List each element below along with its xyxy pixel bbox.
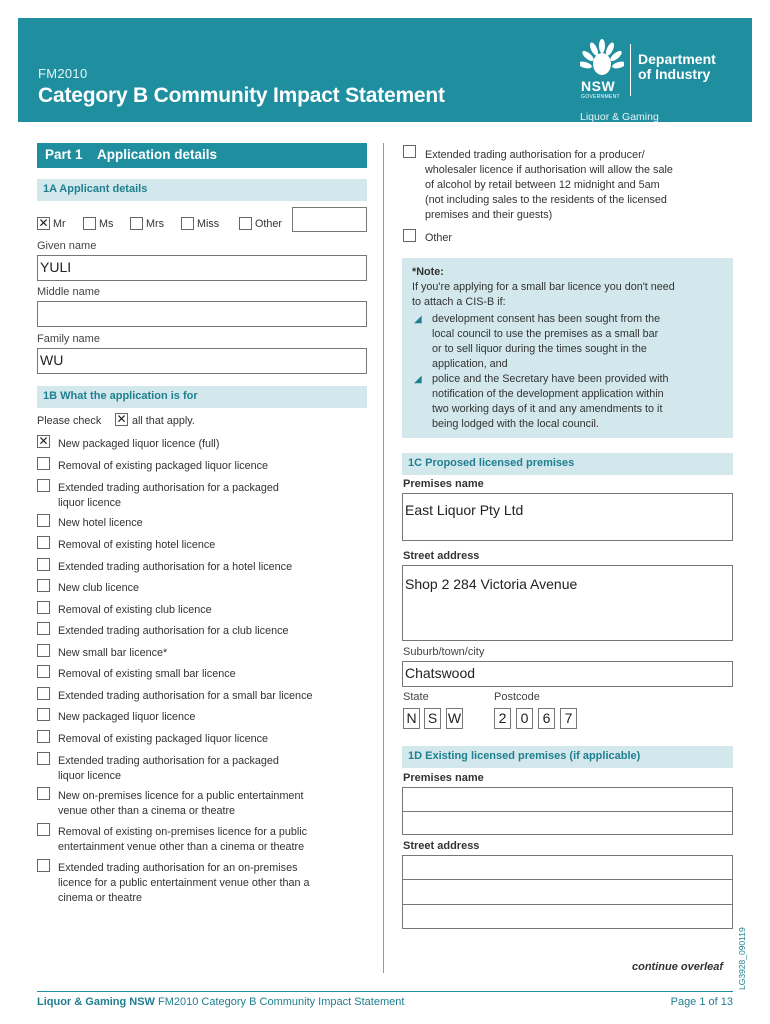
application-type-checkbox[interactable] — [37, 752, 50, 765]
title-ms-label: Ms — [99, 218, 114, 230]
application-type-line: New club licence — [58, 582, 140, 594]
bullet-1-line-2: local council to use the premises as a small bar — [432, 328, 659, 340]
existing-street-label: Street address — [403, 840, 480, 852]
producer-line-1: Extended trading authorisation for a producer/ — [425, 149, 645, 161]
family-name-label: Family name — [37, 333, 100, 345]
application-type-label — [58, 861, 310, 906]
existing-premises-divider — [402, 811, 733, 812]
section-1a-bar: 1A Applicant details — [37, 179, 367, 201]
application-type-line: New on-premises licence for a public entertainment — [58, 790, 304, 802]
producer-line-3: of alcohol by retail between 12 midnight and 5am — [425, 179, 660, 191]
postcode-digit-4[interactable]: 7 — [560, 708, 577, 729]
application-type-checkbox[interactable] — [37, 601, 50, 614]
application-type-checkbox[interactable] — [37, 859, 50, 872]
bullet-1-line-3: or to sell liquor during the times sought in the — [432, 343, 647, 355]
application-type-checkbox[interactable] — [37, 665, 50, 678]
application-type-line: Extended trading authorisation for a packaged — [58, 755, 279, 767]
application-type-line: licence for a public entertainment venue other than a — [58, 877, 310, 889]
application-type-label — [58, 710, 195, 725]
given-name-input[interactable]: YULI — [37, 255, 367, 281]
application-type-line: liquor licence — [58, 770, 122, 782]
application-type-line: entertainment venue other than a cinema or theatre — [58, 841, 305, 853]
existing-street-input[interactable] — [402, 855, 733, 929]
dept-line1: Department — [638, 51, 716, 67]
application-type-checkbox[interactable] — [37, 536, 50, 549]
given-name-label: Given name — [37, 240, 97, 252]
other-application-label: Other — [425, 232, 453, 244]
postcode-label: Postcode — [494, 691, 540, 703]
all-apply-text: all that apply. — [132, 415, 195, 427]
application-type-line: Extended trading authorisation for a hotel licence — [58, 561, 293, 573]
application-type-label — [58, 581, 139, 596]
proposed-street-label: Street address — [403, 550, 480, 562]
nsw-logo — [580, 38, 740, 123]
note-intro-2: to attach a CIS-B if: — [412, 296, 506, 308]
page-header — [18, 18, 752, 122]
application-type-label — [58, 538, 215, 553]
column-divider — [383, 143, 384, 973]
suburb-label: Suburb/town/city — [403, 646, 485, 658]
bullet-2-line-4: being lodged with the local council. — [432, 418, 599, 430]
state-label: State — [403, 691, 429, 703]
middle-name-input[interactable] — [37, 301, 367, 327]
suburb-input[interactable]: Chatswood — [402, 661, 733, 687]
state-char-2[interactable]: S — [424, 708, 441, 729]
footer-brand: Liquor & Gaming NSW — [37, 996, 155, 1008]
page-title: Category B Community Impact Statement — [38, 84, 445, 107]
footer-doc-title — [37, 996, 404, 1008]
application-type-line: New packaged liquor licence — [58, 711, 196, 723]
section-1c-bar: 1C Proposed licensed premises — [402, 453, 733, 475]
title-other-input[interactable] — [292, 207, 367, 232]
small-bar-note — [402, 258, 733, 438]
title-mrs-label: Mrs — [146, 218, 164, 230]
producer-wholesaler-label — [425, 148, 673, 223]
application-type-label — [58, 732, 268, 747]
page-number: Page 1 of 13 — [670, 996, 733, 1008]
proposed-street-input[interactable]: Shop 2 284 Victoria Avenue — [402, 565, 733, 641]
application-type-line: cinema or theatre — [58, 892, 143, 904]
note-bullets — [412, 312, 723, 432]
title-mrs-checkbox[interactable] — [130, 217, 143, 230]
application-type-checkbox[interactable] — [37, 457, 50, 470]
state-char-1[interactable]: N — [403, 708, 420, 729]
application-type-label — [58, 667, 236, 682]
section-1d-bar: 1D Existing licensed premises (if applicable) — [402, 746, 733, 768]
producer-line-5: premises and their guests) — [425, 209, 553, 221]
logo-department — [638, 52, 716, 82]
waratah-icon — [580, 38, 624, 82]
application-type-line: Extended trading authorisation for a club licence — [58, 625, 289, 637]
bullet-1-line-4: application, and — [432, 358, 508, 370]
application-type-line: New small bar licence* — [58, 647, 168, 659]
application-type-line: liquor licence — [58, 497, 122, 509]
application-type-label — [58, 825, 307, 855]
title-mr-checkbox[interactable]: ✕ — [38, 216, 49, 230]
bullet-2-line-1: ◢ police and the Secretary have been provided with — [432, 373, 669, 385]
application-type-label — [58, 516, 143, 531]
logo-divider — [630, 44, 631, 96]
logo-government: GOVERNMENT — [581, 94, 620, 100]
note-bullet-1 — [412, 312, 723, 372]
application-type-label — [58, 459, 268, 474]
bullet-2-line-3: two working days of it and any amendments to it — [432, 403, 663, 415]
title-miss-label: Miss — [197, 218, 220, 230]
application-type-checkbox[interactable] — [37, 708, 50, 721]
dept-line2: of Industry — [638, 66, 711, 82]
note-title: *Note: — [412, 266, 444, 278]
logo-nsw: NSW — [581, 78, 616, 94]
application-type-line: New hotel licence — [58, 517, 143, 529]
family-name-input[interactable]: WU — [37, 348, 367, 374]
form-code: FM2010 — [38, 66, 88, 81]
application-type-label — [58, 603, 212, 618]
application-type-line: Removal of existing small bar licence — [58, 668, 236, 680]
producer-wholesaler-checkbox[interactable] — [403, 145, 416, 158]
please-check-example-box: ✕ — [116, 412, 127, 426]
producer-line-2: wholesaler licence if authorisation will allow the sale — [425, 164, 673, 176]
other-application-checkbox[interactable] — [403, 229, 416, 242]
title-mr-label: Mr — [53, 218, 66, 230]
continue-overleaf: continue overleaf — [632, 961, 724, 973]
existing-premises-label: Premises name — [403, 772, 484, 784]
application-type-label — [58, 437, 219, 452]
application-type-label — [58, 689, 312, 704]
application-type-checkbox[interactable] — [37, 622, 50, 635]
note-bullet-2 — [412, 372, 723, 432]
application-type-line: Removal of existing packaged liquor licence — [58, 460, 269, 472]
please-check-text: Please check — [37, 415, 102, 427]
agency-name: Liquor & Gaming — [580, 111, 659, 123]
part-1-bar: Part 1 Application details — [37, 143, 367, 168]
application-type-line: Removal of existing hotel licence — [58, 539, 216, 551]
application-type-label — [58, 560, 292, 575]
application-type-label — [58, 754, 279, 784]
footer-doc: FM2010 Category B Community Impact Statement — [158, 996, 405, 1008]
note-intro-1: If you're applying for a small bar licence you don't need — [412, 281, 675, 293]
footer-rule — [37, 991, 733, 992]
application-type-line: Removal of existing on-premises licence for a public — [58, 826, 308, 838]
title-ms-checkbox[interactable] — [83, 217, 96, 230]
application-type-checkbox[interactable] — [37, 787, 50, 800]
application-type-label — [58, 624, 288, 639]
application-type-line: Extended trading authorisation for a small bar licence — [58, 690, 313, 702]
middle-name-label: Middle name — [37, 286, 100, 298]
application-type-label — [58, 481, 279, 511]
application-type-line: Extended trading authorisation for a packaged — [58, 482, 279, 494]
application-type-checkbox[interactable] — [37, 514, 50, 527]
application-type-checkbox[interactable] — [37, 730, 50, 743]
application-type-checkbox[interactable] — [37, 823, 50, 836]
proposed-premises-label: Premises name — [403, 478, 484, 490]
application-type-line: Removal of existing club licence — [58, 604, 212, 616]
title-other-checkbox[interactable] — [239, 217, 252, 230]
application-type-label — [58, 646, 167, 661]
application-type-line: venue other than a cinema or theatre — [58, 805, 236, 817]
bullet-2-line-2: notification of the development application within — [432, 388, 664, 400]
bullet-1-line-1: ◢ development consent has been sought from the — [432, 313, 661, 325]
existing-street-divider-2 — [402, 904, 733, 905]
application-type-line: Extended trading authorisation for an on-premises — [58, 862, 298, 874]
application-type-checkbox[interactable] — [37, 579, 50, 592]
title-miss-checkbox[interactable] — [181, 217, 194, 230]
postcode-digit-1[interactable]: 2 — [494, 708, 511, 729]
application-type-checkbox[interactable] — [37, 479, 50, 492]
application-type-label — [58, 789, 303, 819]
application-type-line: New packaged liquor licence (full) — [58, 438, 220, 450]
section-1b-bar: 1B What the application is for — [37, 386, 367, 408]
postcode-digit-2[interactable]: 0 — [516, 708, 533, 729]
application-type-checkbox[interactable] — [37, 558, 50, 571]
application-type-line: Removal of existing packaged liquor licence — [58, 733, 269, 745]
existing-street-divider-1 — [402, 879, 733, 880]
application-type-checkbox[interactable]: ✕ — [38, 434, 49, 448]
application-type-checkbox[interactable] — [37, 644, 50, 657]
producer-line-4: (not including sales to the residents of the licensed — [425, 194, 667, 206]
application-type-checkbox[interactable] — [37, 687, 50, 700]
side-document-code: LG3928_090119 — [737, 927, 747, 990]
state-char-3[interactable]: W — [446, 708, 463, 729]
proposed-premises-input[interactable]: East Liquor Pty Ltd — [402, 493, 733, 541]
postcode-digit-3[interactable]: 6 — [538, 708, 555, 729]
title-other-label: Other — [255, 218, 283, 230]
